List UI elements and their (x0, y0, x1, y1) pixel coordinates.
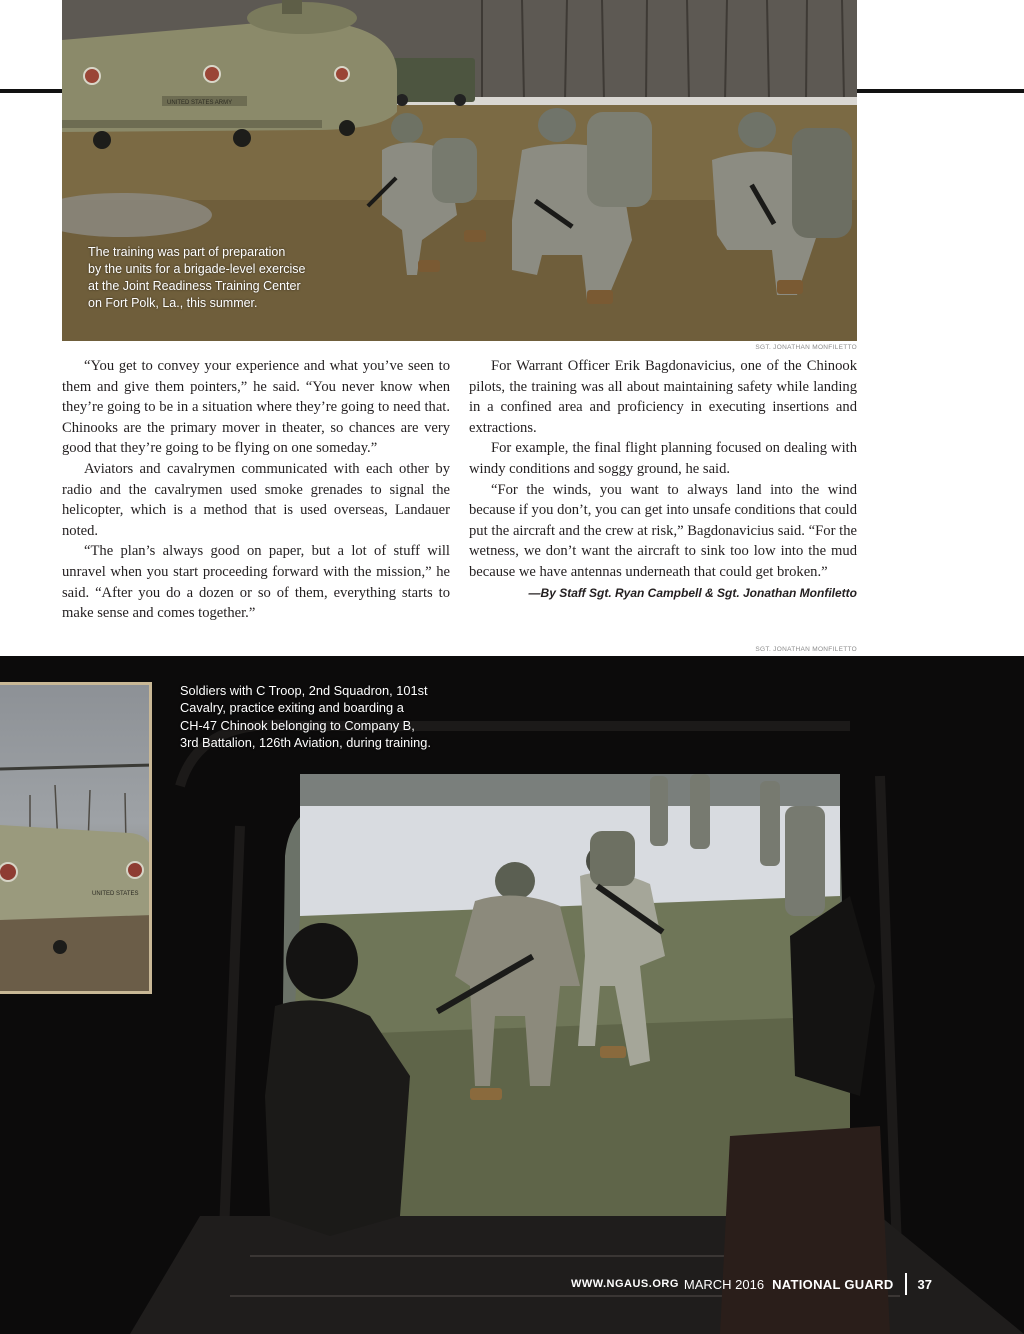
footer-divider (905, 1273, 907, 1295)
bottom-photo (0, 656, 1024, 1334)
paragraph: “For the winds, you want to always land into the wind because if you don’t, you can get into unsafe conditions that could put the aircraft and the crew at risk,” Bagdonavicius said. “For the wetness, we don’t want the aircraft to sink too low into the mud because we have antennas underneath that could get broken.” (469, 481, 857, 580)
bottom-photo-caption (180, 682, 431, 752)
top-rule-left (0, 89, 62, 93)
caption-line: by the units for a brigade-level exercise (88, 262, 306, 276)
page-footer (571, 1272, 932, 1296)
caption-line: CH-47 Chinook belonging to Company B, (180, 717, 415, 733)
page-number: 37 (917, 1276, 932, 1292)
caption-line: Soldiers with C Troop, 2nd Squadron, 101st (180, 683, 428, 698)
inset-photo (0, 682, 152, 994)
article-column-right (469, 356, 857, 603)
paragraph: Aviators and cavalrymen communicated with each other by radio and the cavalrymen used smoke grenades to signal the helicopter, which is a method that is used overseas, Landauer noted. (62, 460, 450, 539)
caption-line: at the Joint Readiness Training Center (88, 279, 301, 293)
top-rule-right (857, 89, 1024, 93)
top-photo (62, 0, 857, 341)
paragraph: For example, the final flight planning focused on dealing with windy conditions and soggy ground, he said. (469, 440, 857, 477)
article-column-left (62, 356, 450, 624)
byline: —By Staff Sgt. Ryan Campbell & Sgt. Jonathan Monfiletto (528, 585, 857, 600)
paragraph: For Warrant Officer Erik Bagdonavicius, one of the Chinook pilots, the training was all about maintaining safety while landing in a confined area and proficiency in executing insertions and extractions. (469, 358, 857, 436)
caption-line: Cavalry, practice exiting and boarding a (180, 700, 404, 716)
bottom-photo-credit: SGT. JONATHAN MONFILETTO (755, 646, 857, 653)
paragraph: “You get to convey your experience and what you’ve seen to them and give them pointers,” he said. “You never know when they’re going to be in a situation where they’re going to need that. Chinooks are the primary mover in theater, so chances are very good that they’re going to be flying on one someday.” (62, 358, 450, 457)
footer-url: WWW.NGAUS.ORG (570, 1278, 679, 1290)
footer-date: MARCH 2016 (683, 1276, 765, 1292)
bottom-photo-scene (0, 656, 1024, 1334)
caption-line: The training was part of preparation (88, 245, 286, 259)
paragraph: “The plan’s always good on paper, but a lot of stuff will unravel when you start proceeding forward with the mission,” he said. “After you do a dozen or so of them, everything starts to make sense and comes together.” (62, 543, 450, 622)
helicopter-marking: UNITED STATES ARMY (167, 100, 233, 106)
inset-photo-scene (0, 685, 152, 994)
top-photo-caption (88, 244, 305, 312)
top-photo-credit: SGT. JONATHAN MONFILETTO (755, 344, 857, 351)
footer-magazine-name: NATIONAL GUARD (772, 1276, 894, 1292)
inset-helicopter-marking: UNITED STATES (92, 891, 139, 897)
caption-line: 3rd Battalion, 126th Aviation, during training. (180, 735, 431, 751)
caption-line: on Fort Polk, La., this summer. (88, 296, 258, 310)
